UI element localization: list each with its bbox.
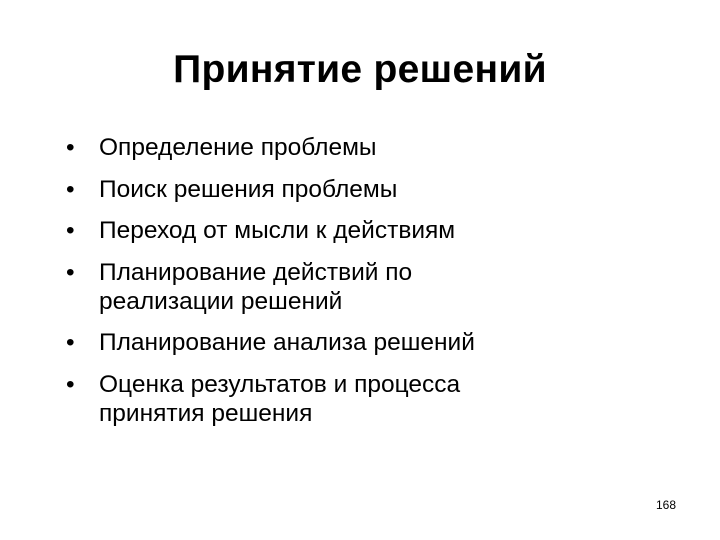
bullet-icon: • [66, 329, 75, 357]
bullet-icon: • [66, 370, 75, 398]
bullet-icon: • [66, 175, 75, 203]
bullet-text: Определение проблемы [99, 134, 377, 161]
bullet-item [66, 370, 686, 428]
bullet-icon: • [66, 134, 75, 161]
bullet-list [66, 133, 686, 441]
slide-title: Принятие решений [173, 48, 547, 91]
bullet-text-line: Оценка результатов и процесса [99, 370, 461, 398]
bullet-item [66, 216, 686, 245]
page-number: 168 [655, 498, 676, 512]
bullet-text: Планирование анализа решений [99, 329, 475, 357]
bullet-item [66, 133, 686, 162]
bullet-text: Переход от мысли к действиям [99, 217, 456, 245]
bullet-icon: • [66, 217, 75, 245]
bullet-text-line: Планирование действий по [99, 258, 413, 286]
bullet-text-line: реализации решений [99, 287, 343, 315]
bullet-item [66, 258, 686, 316]
bullet-item [66, 175, 686, 204]
bullet-text: Поиск решения проблемы [99, 175, 398, 203]
bullet-text-line: принятия решения [99, 399, 313, 427]
bullet-icon: • [66, 258, 75, 286]
bullet-item [66, 328, 686, 357]
